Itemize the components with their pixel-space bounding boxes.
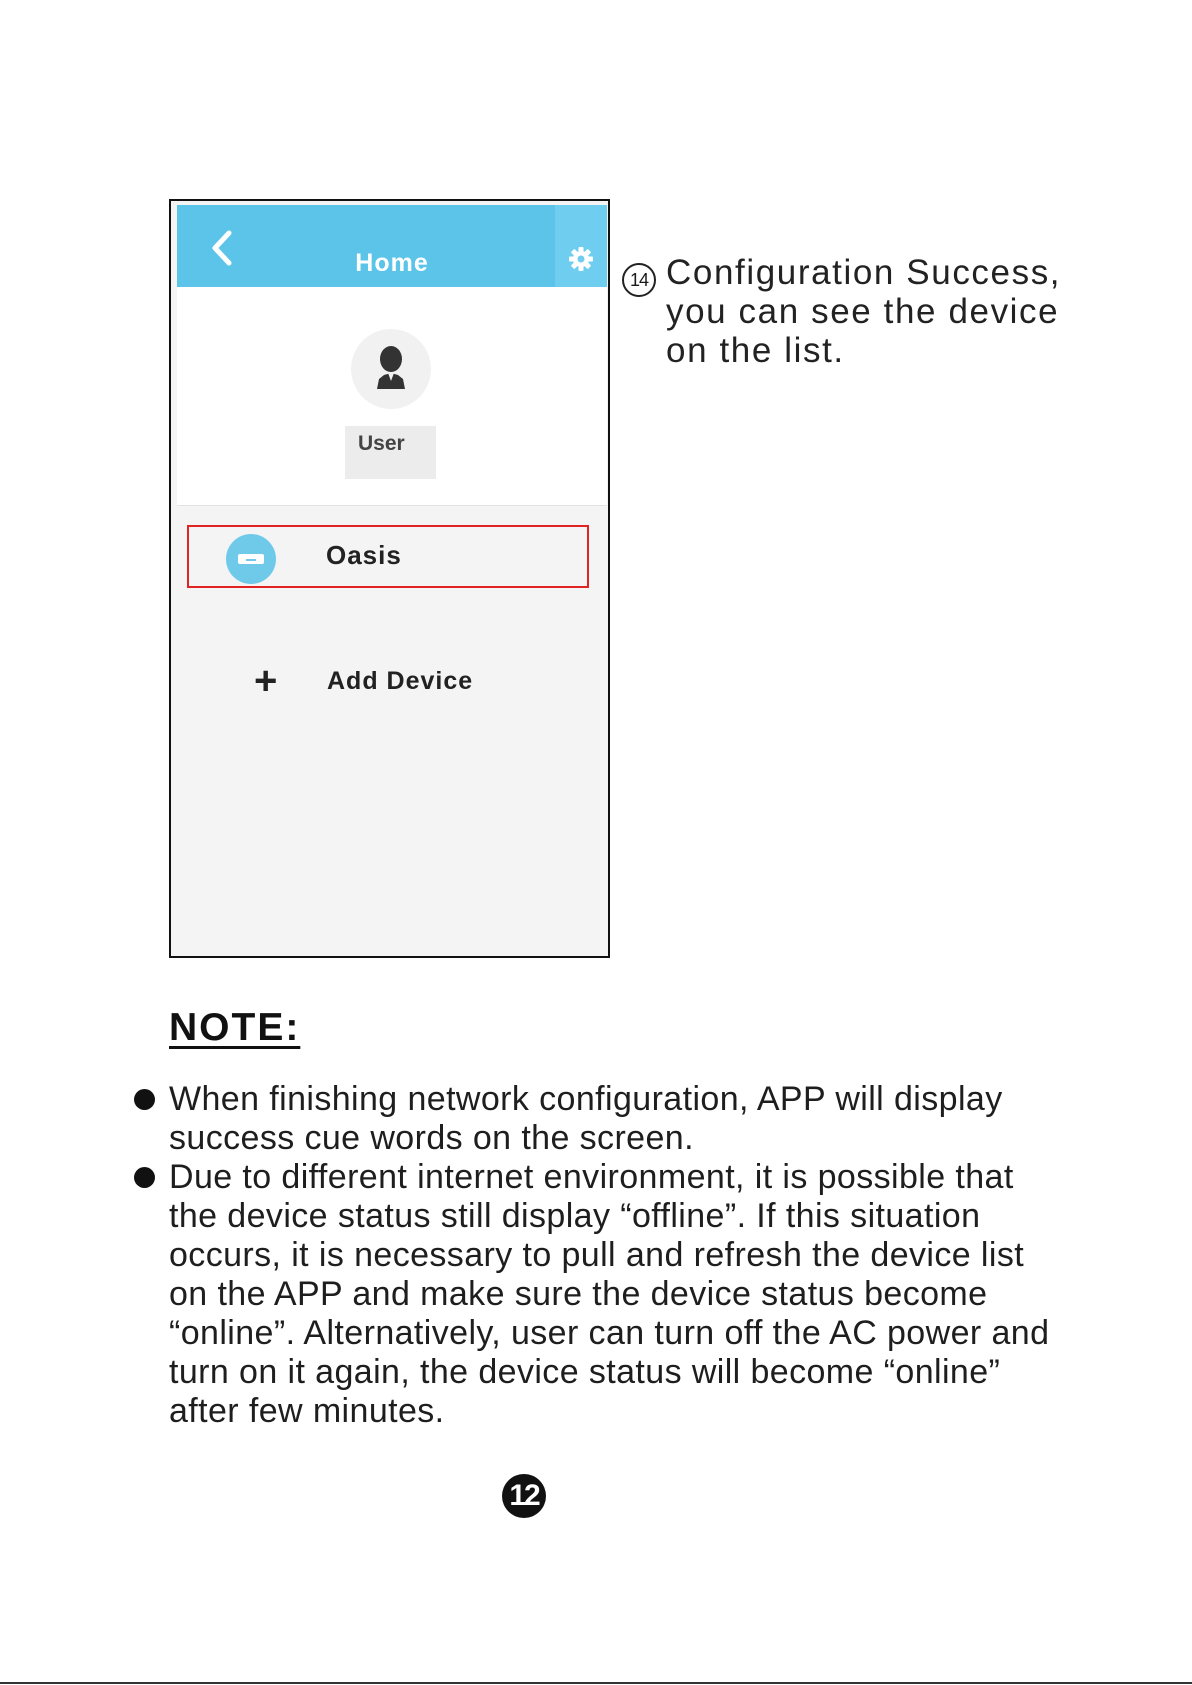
user-avatar-icon [371,345,411,393]
note-list [131,1080,1071,1431]
user-label[interactable]: User [345,426,436,479]
settings-button[interactable] [555,205,607,287]
gear-icon [567,245,595,273]
plus-icon: + [254,659,278,703]
note-item [131,1158,1071,1431]
app-header [177,205,607,287]
bullet-icon [134,1089,155,1110]
bullet-icon [134,1167,155,1188]
step-text: Configuration Success, you can see the device on the list. [666,253,1062,370]
page-number: 12 [502,1474,546,1518]
add-device-label: Add Device [327,667,474,695]
bottom-rule [0,1682,1192,1684]
note-heading: NOTE: [169,1006,301,1049]
note-text: Due to different internet environment, it is possible that the device status still display “offline”. If this situation occurs, it is necessary to pull and refresh the device list on the APP and make sure the device status become “online”. Alternatively, user can turn off the AC power and turn on it again, the device status will become “online” after few minutes. [169,1158,1050,1430]
note-text: When finishing network configuration, APP will display success cue words on the screen. [169,1080,1003,1157]
add-device-button[interactable] [171,661,608,711]
app-screenshot [169,199,610,958]
step-number: 14 [622,263,656,297]
air-conditioner-icon [226,534,276,584]
device-name: Oasis [326,540,402,570]
device-list-item-oasis[interactable] [187,525,589,588]
header-title: Home [355,249,429,277]
note-item [131,1080,1071,1158]
avatar[interactable] [351,329,431,409]
